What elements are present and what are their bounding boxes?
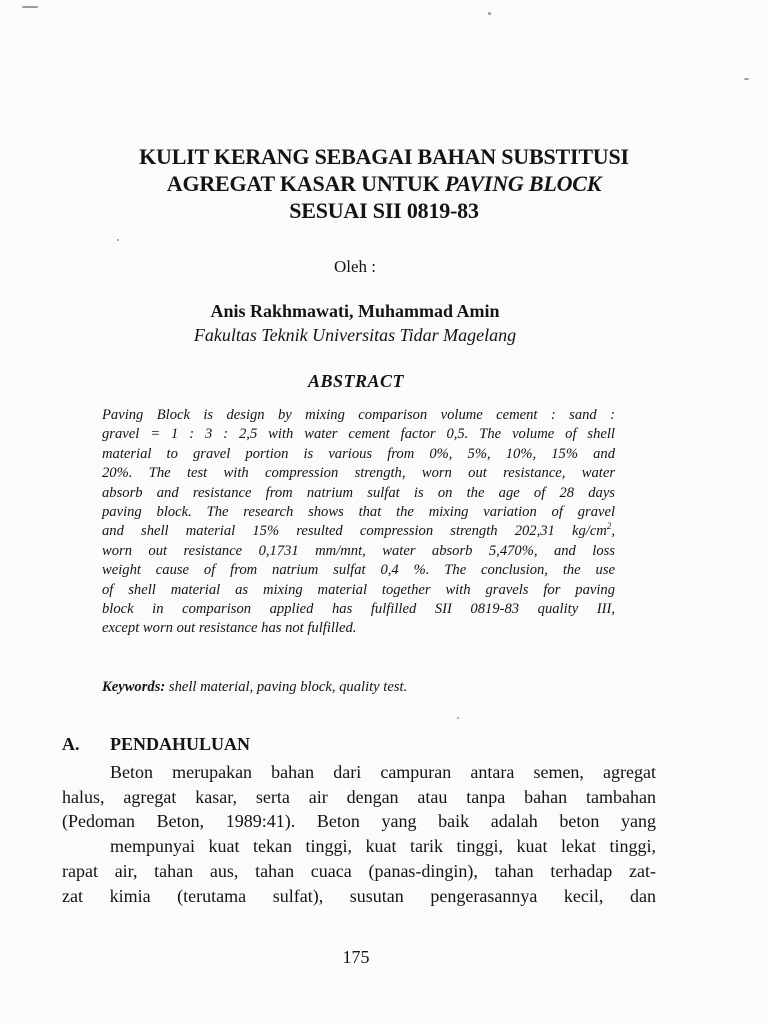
title-line-3: SESUAI SII 0819-83 [289, 198, 479, 223]
section-number: A. [62, 734, 80, 754]
keywords [102, 679, 407, 696]
abstract-line: except worn out resistance has not fulfilled. [102, 620, 357, 637]
body-line: halus, agregat kasar, serta air dengan atau tanpa bahan tambahan [62, 786, 656, 807]
abstract-line: weight cause of from natrium sulfat 0,4 %. The conclusion, the use [102, 562, 615, 579]
section-title: PENDAHULUAN [110, 734, 251, 754]
paper-title [40, 143, 728, 224]
affiliation: Fakultas Teknik Universitas Tidar Magelang [193, 325, 517, 345]
abstract-line: Paving Block is design by mixing comparison volume cement : sand : [102, 407, 615, 423]
scan-speck [457, 717, 459, 719]
abstract-heading: ABSTRACT [307, 371, 405, 391]
scan-speck [22, 6, 38, 8]
keywords-text: shell material, paving block, quality test. [165, 679, 408, 695]
abstract-line: gravel = 1 : 3 : 2,5 with water cement factor 0,5. The volume of shell [102, 426, 615, 443]
abstract-line: of shell material as mixing material together with gravels for paving [102, 581, 615, 598]
section-heading [62, 734, 250, 755]
abstract-line-suffix: , [611, 523, 615, 540]
abstract-line: material to gravel portion is various from 0%, 5%, 10%, 15% and [102, 445, 615, 462]
abstract-line: 20%. The test with compression strength, worn out resistance, water [102, 465, 615, 482]
abstract-line: block in comparison applied has fulfilled SII 0819-83 quality III, [102, 601, 615, 618]
title-line-2 [40, 170, 728, 197]
abstract-line: absorb and resistance from natrium sulfat is on the age of 28 days [102, 484, 615, 501]
body-line: (Pedoman Beton, 1989:41). Beton yang baik adalah beton yang [62, 811, 656, 832]
scan-speck [488, 12, 491, 15]
page-number: 175 [342, 947, 370, 967]
title-line-2-text: AGREGAT KASAR UNTUK [166, 171, 445, 196]
abstract-body [102, 406, 615, 639]
title-line-1: KULIT KERANG SEBAGAI BAHAN SUBSTITUSI [139, 144, 629, 169]
body-line: rapat air, tahan aus, tahan cuaca (panas-dingin), tahan terhadap zat- [62, 860, 656, 881]
abstract-line: and shell material 15% resulted compression strength 202,31 kg/cm [102, 523, 607, 540]
authors: Anis Rakhmawati, Muhammad Amin [210, 301, 500, 321]
scan-speck [744, 78, 749, 80]
abstract-line: worn out resistance 0,1731 mm/mnt, water absorb 5,470%, and loss [102, 542, 615, 559]
abstract-line-with-superscript [102, 522, 615, 541]
keywords-label: Keywords: [102, 679, 166, 695]
body-line: zat kimia (terutama sulfat), susutan pengerasannya kecil, dan [62, 885, 656, 906]
body-paragraph [62, 760, 656, 908]
body-line: mempunyai kuat tekan tinggi, kuat tarik tinggi, kuat lekat tinggi, [110, 836, 656, 857]
body-line: Beton merupakan bahan dari campuran antara semen, agregat [110, 762, 656, 782]
scan-speck [117, 239, 119, 241]
title-line-2-italic: PAVING BLOCK [444, 171, 602, 196]
superscript: 2 [606, 521, 612, 532]
abstract-line: paving block. The research shows that the mixing variation of gravel [102, 504, 615, 521]
byline: Oleh : [333, 257, 377, 276]
